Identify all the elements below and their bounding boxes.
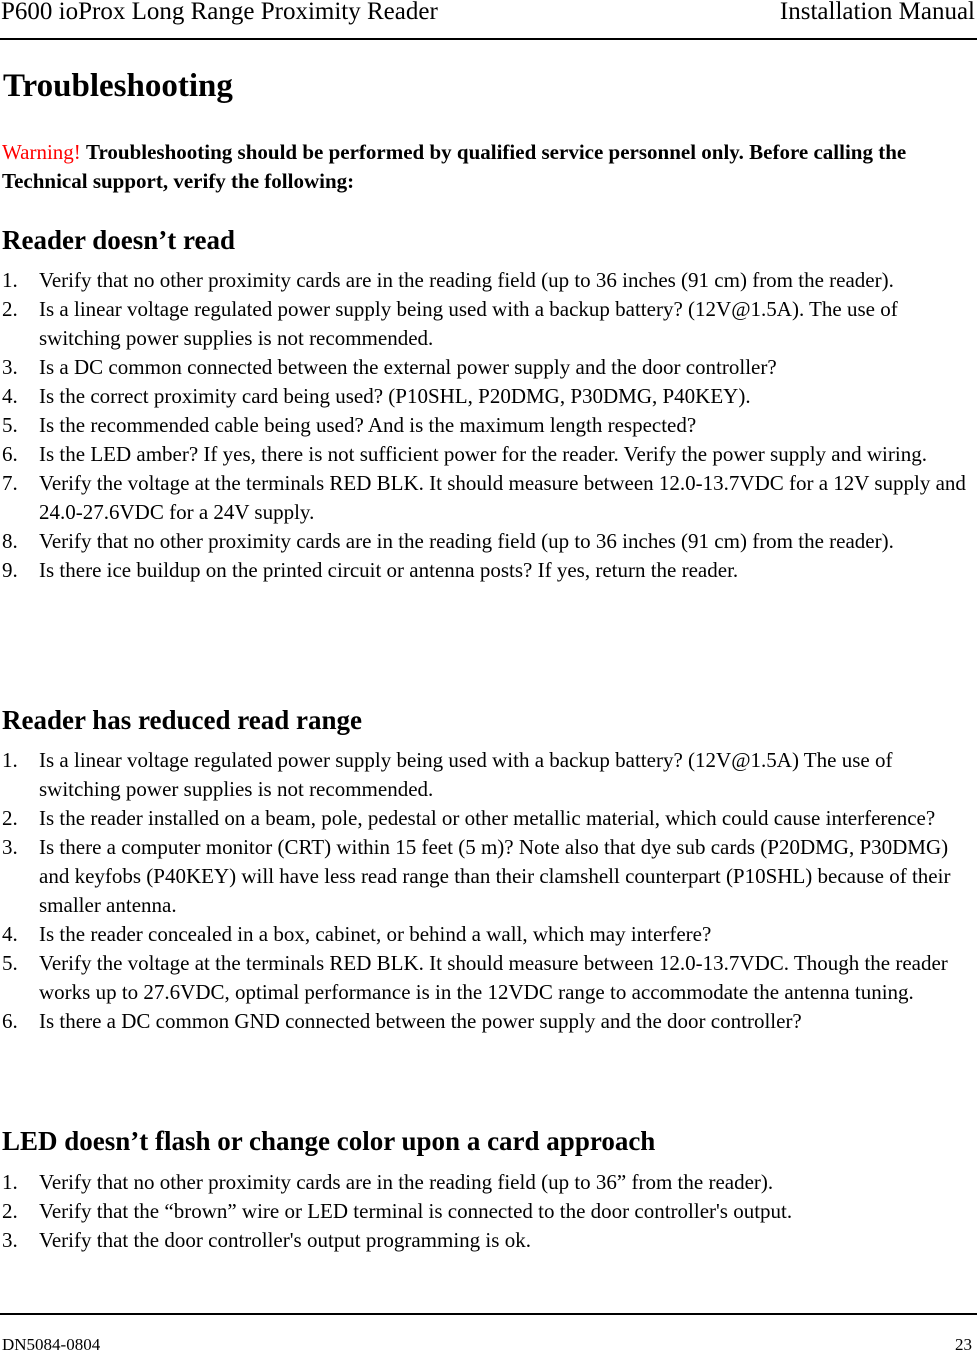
list-item — [0, 1197, 972, 1226]
list-item-text: Is the correct proximity card being used? (P10SHL, P20DMG, P30DMG, P40KEY). — [39, 384, 751, 408]
warning-paragraph — [2, 138, 970, 196]
list-item-number: 2. — [2, 1199, 18, 1223]
list-item — [0, 920, 972, 949]
list-item — [0, 556, 972, 585]
list-item-text: Is there a computer monitor (CRT) within 15 feet (5 m)? Note also that dye sub cards (P20DMG, P30DMG) and keyfobs (P40KEY) will have less read range than their clamshell counterpart (P10SHL) because of their smaller antenna. — [39, 835, 951, 917]
list-item-number: 4. — [2, 384, 18, 408]
list-item — [0, 469, 972, 527]
list-item-number: 7. — [2, 471, 18, 495]
list-item — [0, 411, 972, 440]
list-item-text: Verify the voltage at the terminals RED BLK. It should measure between 12.0-13.7VDC. Though the reader works up to 27.6VDC, optimal performance is in the 12VDC range to accommodate the antenna tuning. — [39, 951, 948, 1004]
list-item-number: 8. — [2, 529, 18, 553]
list-item — [0, 949, 972, 1007]
list-item-text: Is a DC common connected between the external power supply and the door controller? — [39, 355, 777, 379]
list-item-number: 2. — [2, 806, 18, 830]
list-item-text: Verify the voltage at the terminals RED BLK. It should measure between 12.0-13.7VDC for a 12V supply and 24.0-27.6VDC for a 24V supply. — [39, 471, 966, 524]
list-item-text: Is the reader concealed in a box, cabinet, or behind a wall, which may interfere? — [39, 922, 712, 946]
list-item-text: Is the reader installed on a beam, pole, pedestal or other metallic material, which could cause interference? — [39, 806, 936, 830]
list-item-number: 5. — [2, 951, 18, 975]
list-item-number: 1. — [2, 748, 18, 772]
list-reduced-read-range — [0, 746, 972, 1036]
warning-text: Troubleshooting should be performed by qualified service personnel only. Before calling the Technical support, verify the following: — [2, 140, 907, 193]
warning-label: Warning! — [2, 140, 81, 164]
list-item-number: 3. — [2, 355, 18, 379]
list-item-text: Is a linear voltage regulated power supply being used with a backup battery? (12V@1.5A). The use of switching power supplies is not recommended. — [39, 297, 898, 350]
list-led-doesnt-flash — [0, 1168, 972, 1255]
list-item-text: Verify that no other proximity cards are in the reading field (up to 36 inches (91 cm) from the reader). — [39, 268, 894, 292]
list-item-text: Is a linear voltage regulated power supply being used with a backup battery? (12V@1.5A) The use of switching power supplies is not recommended. — [39, 748, 893, 801]
list-item-number: 5. — [2, 413, 18, 437]
list-item-number: 6. — [2, 1009, 18, 1033]
list-item — [0, 746, 972, 804]
list-item-number: 1. — [2, 1170, 18, 1194]
list-item-text: Is the LED amber? If yes, there is not sufficient power for the reader. Verify the power supply and wiring. — [39, 442, 927, 466]
list-item — [0, 266, 972, 295]
list-item — [0, 527, 972, 556]
section-heading-led-doesnt-flash: LED doesn’t flash or change color upon a card approach — [2, 1126, 656, 1156]
section-heading-reduced-read-range: Reader has reduced read range — [2, 705, 362, 735]
list-item-text: Verify that the “brown” wire or LED terminal is connected to the door controller's output. — [39, 1199, 793, 1223]
list-item — [0, 833, 972, 920]
list-item-text: Is there a DC common GND connected between the power supply and the door controller? — [39, 1009, 802, 1033]
list-item-text: Verify that the door controller's output programming is ok. — [39, 1228, 531, 1252]
list-item-text: Is the recommended cable being used? And is the maximum length respected? — [39, 413, 697, 437]
header-manual-title: Installation Manual — [779, 0, 975, 25]
header-product-title: P600 ioProx Long Range Proximity Reader — [1, 0, 438, 25]
list-item — [0, 440, 972, 469]
list-item-number: 4. — [2, 922, 18, 946]
list-item — [0, 1168, 972, 1197]
list-item-number: 6. — [2, 442, 18, 466]
footer-doc-number: DN5084-0804 — [2, 1335, 101, 1354]
section-heading-reader-doesnt-read: Reader doesn’t read — [2, 225, 235, 255]
list-item-number: 1. — [2, 268, 18, 292]
list-item — [0, 1007, 972, 1036]
list-item — [0, 804, 972, 833]
list-item — [0, 382, 972, 411]
list-item-text: Verify that no other proximity cards are in the reading field (up to 36” from the reader). — [39, 1170, 774, 1194]
list-item-number: 3. — [2, 1228, 18, 1252]
list-reader-doesnt-read — [0, 266, 972, 585]
list-item-text: Verify that no other proximity cards are in the reading field (up to 36 inches (91 cm) from the reader). — [39, 529, 894, 553]
list-item-text: Is there ice buildup on the printed circuit or antenna posts? If yes, return the reader. — [39, 558, 739, 582]
list-item-number: 3. — [2, 835, 18, 859]
page-title: Troubleshooting — [3, 68, 233, 104]
footer-page-number: 23 — [955, 1335, 972, 1354]
list-item-number: 9. — [2, 558, 18, 582]
page-footer — [0, 1313, 977, 1354]
list-item-number: 2. — [2, 297, 18, 321]
list-item — [0, 353, 972, 382]
list-item — [0, 1226, 972, 1255]
page-header — [0, 0, 977, 40]
list-item — [0, 295, 972, 353]
